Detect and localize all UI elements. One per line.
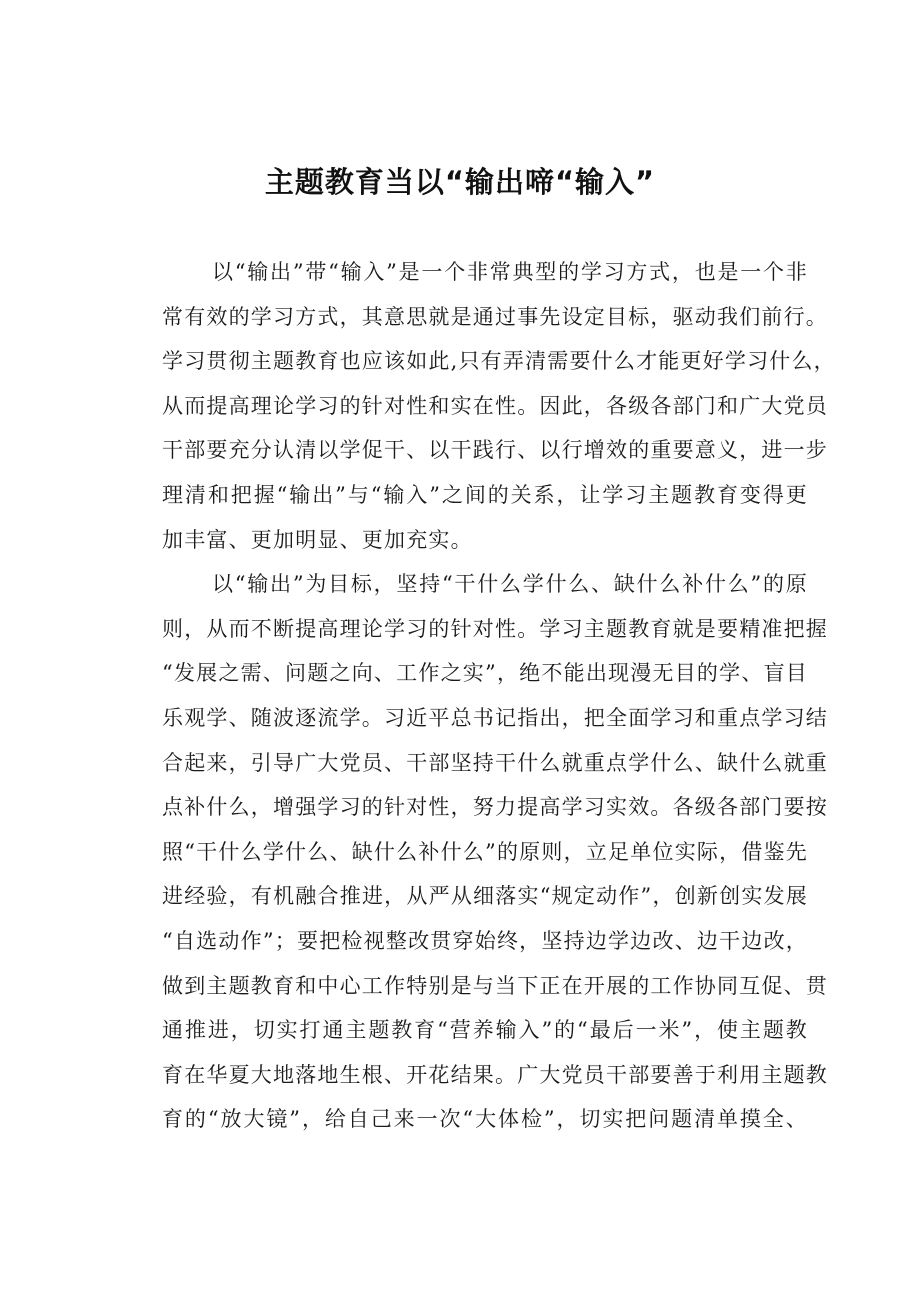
text-line: 做到主题教育和中心工作特别是与当下正在开展的工作协同互促、贯	[162, 973, 828, 998]
text-line: 进经验，有机融合推进，从严从细落实“规定动作”，创新创实发展	[162, 884, 808, 909]
text-line: 学习贯彻主题教育也应该如此,只有弄清需要什么才能更好学习什么，	[162, 349, 836, 374]
text-line: 合起来，引导广大党员、干部坚持干什么就重点学什么、缺什么就重	[162, 750, 828, 775]
text-line: 照“干什么学什么、缺什么补什么”的原则，立足单位实际，借鉴先	[162, 839, 808, 864]
text-line: “发展之需、问题之向、工作之实”，绝不能出现漫无目的学、盲目	[162, 661, 808, 686]
text-line: 点补什么，增强学习的针对性，努力提高学习实效。各级各部门要按	[162, 795, 828, 820]
text-line: 通推进，切实打通主题教育“营养输入”的“最后一米”，使主题教	[162, 1018, 808, 1043]
text-line: 常有效的学习方式，其意思就是通过事先设定目标，驱动我们前行。	[162, 304, 828, 329]
text-line: 干部要充分认清以学促干、以干践行、以行增效的重要意义，进一步	[162, 438, 828, 463]
text-line: 则，从而不断提高理论学习的针对性。学习主题教育就是要精准把握	[162, 616, 828, 641]
text-line: 加丰富、更加明显、更加充实。	[162, 527, 473, 552]
document-body	[120, 250, 836, 1142]
document-title: 主题教育当以“输出啼“输入”	[264, 165, 656, 199]
text-line: “自选动作”；要把检视整改贯穿始终，坚持边学边改、边干边改，	[162, 928, 808, 953]
text-line: 以“输出”为目标，坚持“干什么学什么、缺什么补什么”的原	[212, 572, 808, 597]
text-line: 育的“放大镜”，给自己来一次“大体检”，切实把问题清单摸全、	[162, 1107, 808, 1132]
text-line: 以“输出”带“输入”是一个非常典型的学习方式，也是一个非	[212, 260, 808, 284]
text-line: 乐观学、随波逐流学。习近平总书记指出，把全面学习和重点学习结	[162, 705, 828, 730]
paragraph-1	[120, 250, 836, 562]
text-line: 理清和把握“输出”与“输入”之间的关系，让学习主题教育变得更	[162, 482, 808, 507]
text-line: 育在华夏大地落地生根、开花结果。广大党员干部要善于利用主题教	[162, 1062, 828, 1087]
text-line: 从而提高理论学习的针对性和实在性。因此，各级各部门和广大党员	[162, 393, 828, 418]
paragraph-2	[120, 562, 828, 1142]
